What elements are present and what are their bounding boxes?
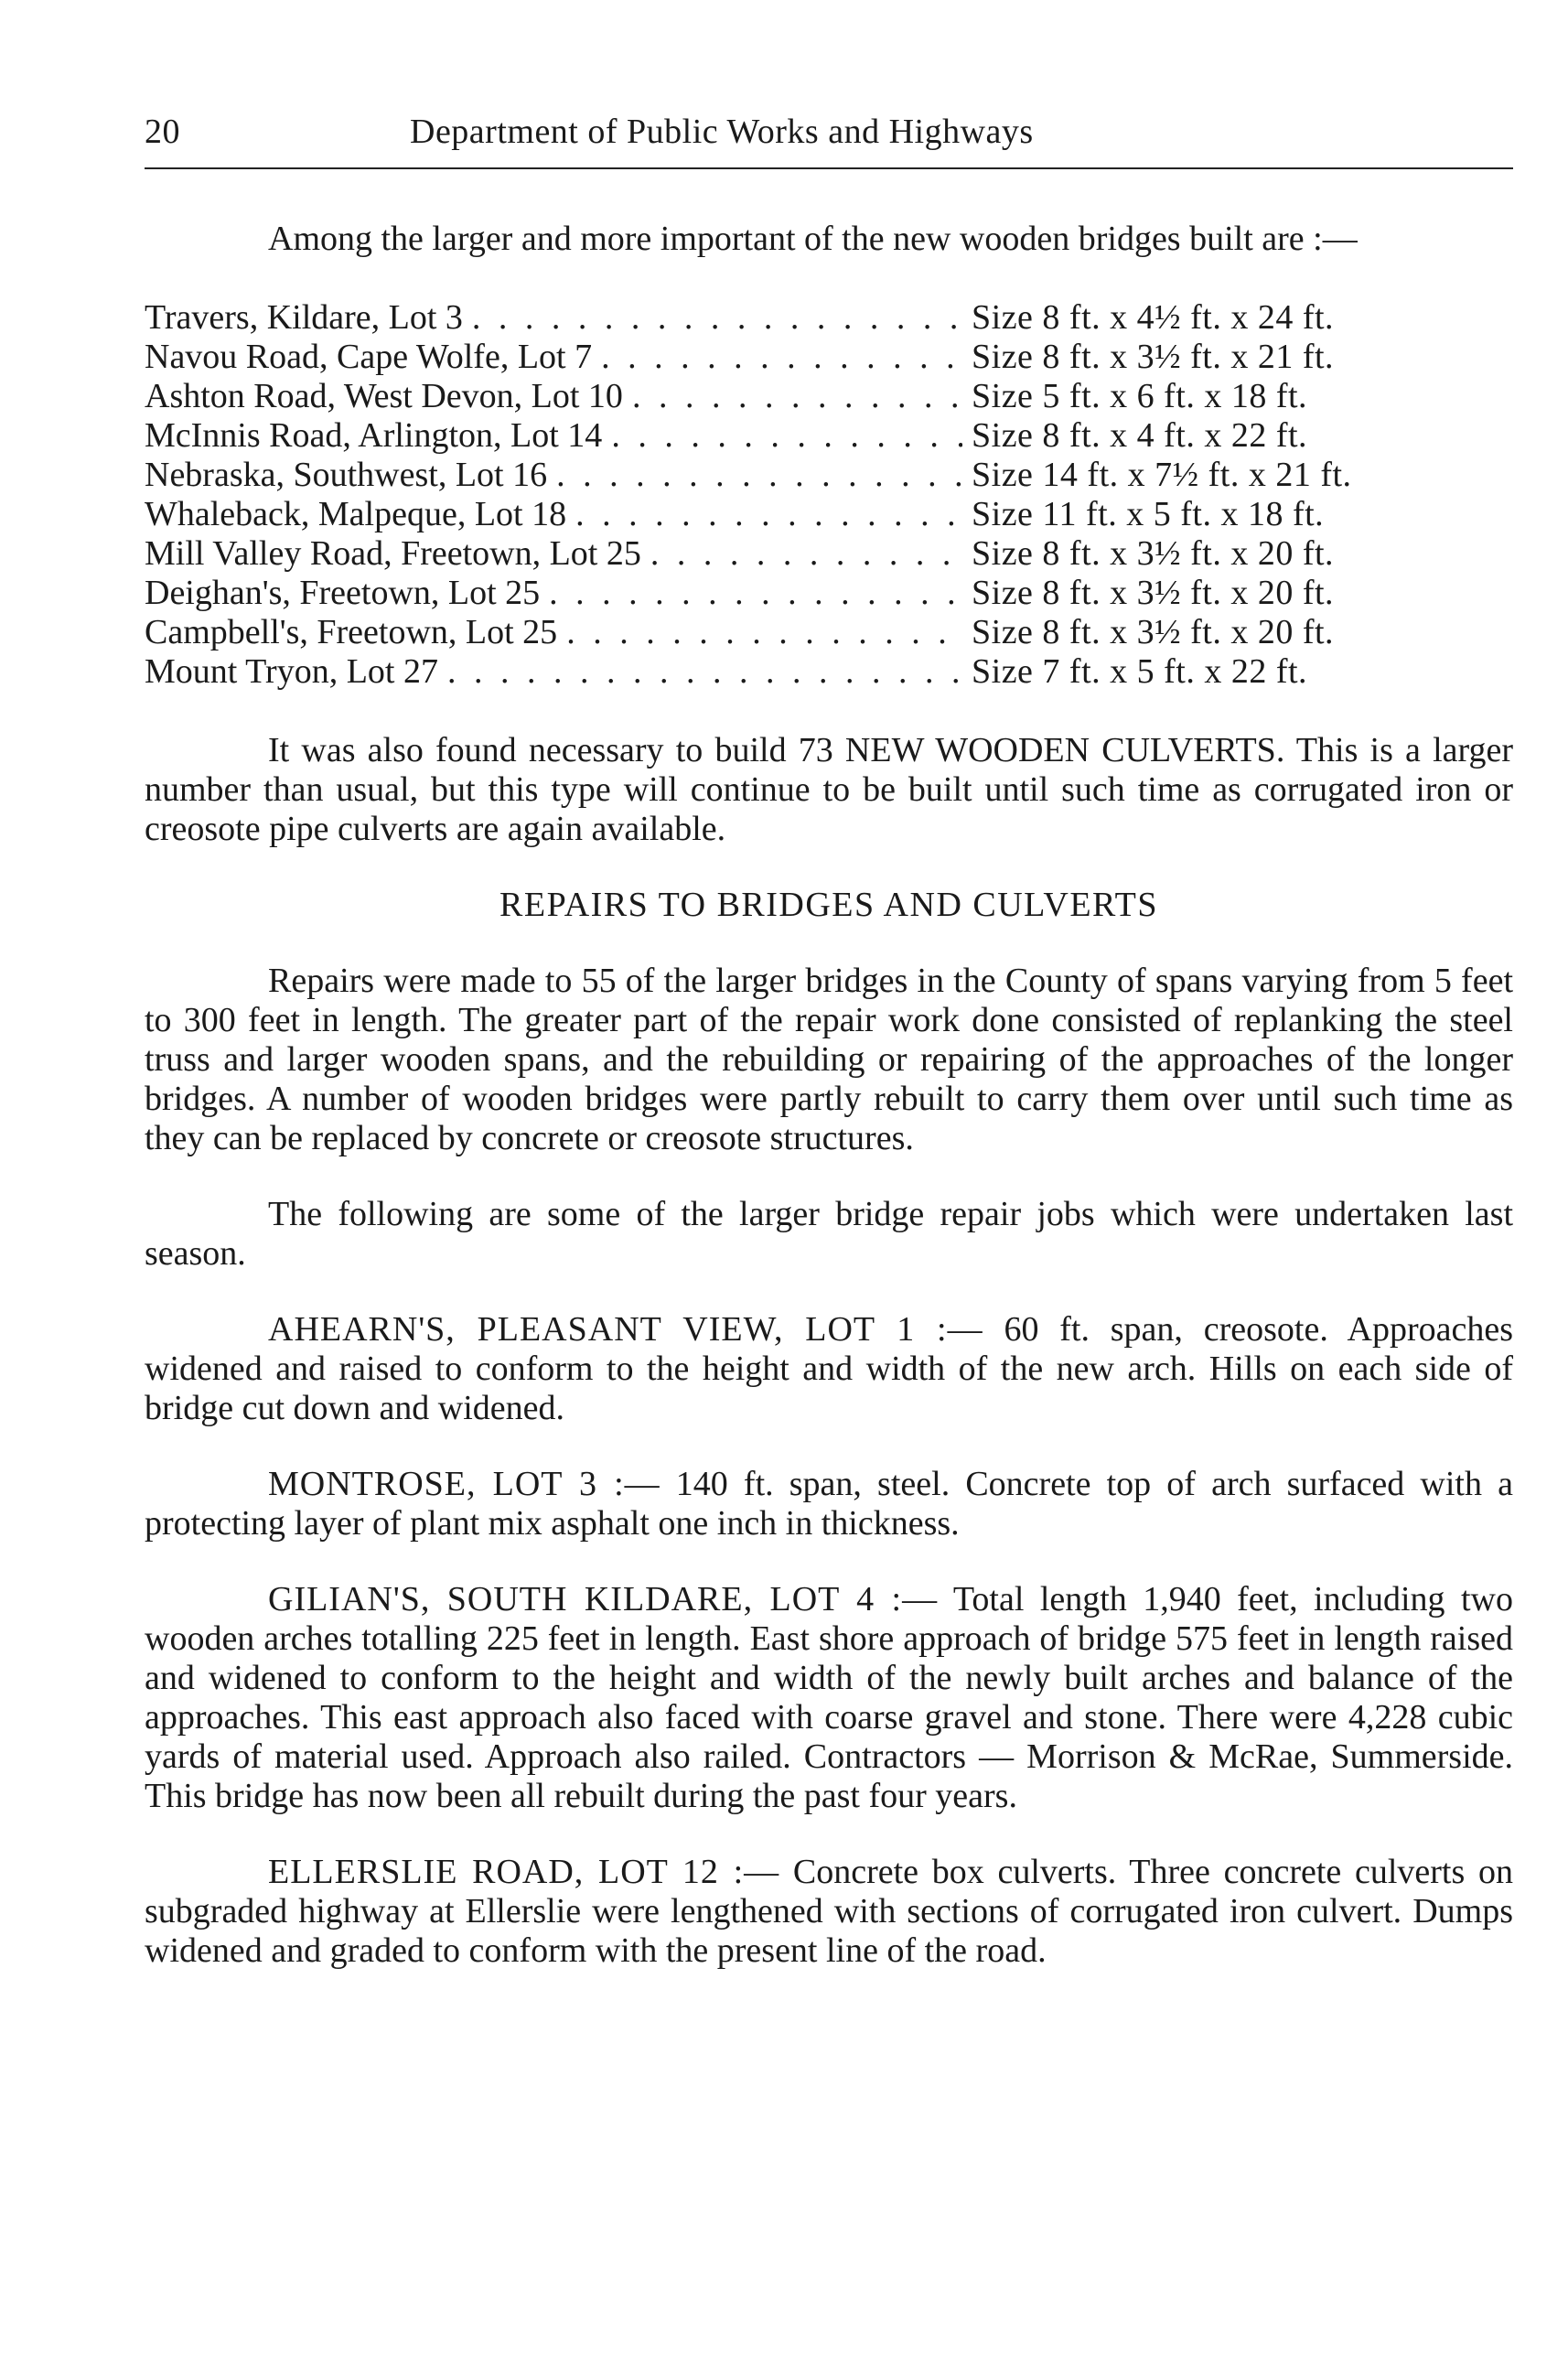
dot-leader	[611, 416, 962, 456]
repairs-paragraph: Repairs were made to 55 of the larger bridges in the County of spans varying from 5 feet to 300 feet in length. The greater part of the repair work done consisted of replanking the steel truss and larger wooden spans, and the rebuilding or repairing of the approaches of the longer bridges. A number of wooden bridges were partly rebuilt to carry them over until such time as they can be replaced by concrete or creosote structures.	[145, 962, 1513, 1157]
spacer	[145, 1816, 1513, 1853]
bridge-row	[145, 652, 1513, 692]
running-head: Department of Public Works and Highways	[410, 113, 1034, 151]
job-text: Concrete box culverts. Three concrete culverts on subgraded highway at Ellerslie were lengthened with sections of corrugated iron culvert. Dumps widened and graded to conform with the present line of the road.	[145, 1853, 1513, 1970]
dot-leader	[447, 652, 962, 692]
section-heading: REPAIRS TO BRIDGES AND CULVERTS	[499, 886, 1158, 924]
bridge-size: Size 8 ft. x 4½ ft. x 24 ft.	[972, 298, 1335, 337]
bridge-name: Mount Tryon, Lot 27	[145, 652, 438, 691]
bridge-size: Size 11 ft. x 5 ft. x 18 ft.	[972, 495, 1325, 533]
repair-job-paragraph	[145, 1465, 1513, 1543]
spacer	[145, 1428, 1513, 1465]
bridge-row	[145, 613, 1513, 652]
dot-leader	[472, 298, 962, 338]
culverts-paragraph: It was also found necessary to build 73 NEW WOODEN CULVERTS. This is a larger number than usual, but this type will continue to be built until such time as corrugated iron or creosote pipe culverts are again available.	[145, 731, 1513, 848]
header-rule	[145, 167, 1513, 169]
bridge-size: Size 5 ft. x 6 ft. x 18 ft.	[972, 377, 1308, 415]
job-text: Total length 1,940 feet, including two wooden arches totalling 225 feet in length. East shore approach of bridge 575 feet in length raised and widened to conform to the height and width of the newly built arches and balance of the approaches. This east approach also faced with coarse gravel and stone. There were 4,228 cubic yards of material used. Approach also railed. Contractors — Morrison & McRae, Summerside. This bridge has now been all rebuilt during the past four years.	[145, 1580, 1513, 1815]
bridge-row	[145, 534, 1513, 574]
bridge-row	[145, 416, 1513, 456]
spacer	[145, 1543, 1513, 1580]
bridge-size: Size 14 ft. x 7½ ft. x 21 ft.	[972, 456, 1352, 494]
dot-leader	[556, 456, 962, 495]
bridge-row	[145, 495, 1513, 534]
bridge-name: Deighan's, Freetown, Lot 25	[145, 574, 541, 612]
bridge-size: Size 8 ft. x 4 ft. x 22 ft.	[972, 416, 1308, 455]
repair-job-paragraph	[145, 1580, 1513, 1816]
job-title: AHEARN'S, PLEASANT VIEW, LOT 1 :—	[268, 1310, 983, 1349]
job-title: MONTROSE, LOT 3 :—	[268, 1465, 660, 1503]
bridge-row	[145, 377, 1513, 416]
following-paragraph: The following are some of the larger bridge repair jobs which were undertaken last season.	[145, 1195, 1513, 1273]
dot-leader	[549, 574, 962, 613]
bridge-size: Size 7 ft. x 5 ft. x 22 ft.	[972, 652, 1308, 691]
dot-leader	[632, 377, 962, 416]
bridge-name: Mill Valley Road, Freetown, Lot 25	[145, 534, 641, 573]
bridge-list	[145, 298, 1513, 692]
page-body	[145, 220, 1513, 1971]
job-title: ELLERSLIE ROAD, LOT 12 :—	[268, 1853, 780, 1891]
bridge-size: Size 8 ft. x 3½ ft. x 20 ft.	[972, 613, 1335, 651]
bridge-name: Travers, Kildare, Lot 3	[145, 298, 463, 337]
intro-paragraph: Among the larger and more important of the new wooden bridges built are :—	[268, 220, 1358, 258]
repair-job-paragraph	[145, 1853, 1513, 1971]
page-number: 20	[145, 113, 180, 151]
spacer	[145, 1158, 1513, 1195]
bridge-name: Campbell's, Freetown, Lot 25	[145, 613, 558, 651]
bridge-size: Size 8 ft. x 3½ ft. x 20 ft.	[972, 534, 1335, 573]
spacer	[145, 1274, 1513, 1310]
dot-leader	[575, 495, 962, 534]
repair-job-paragraph	[145, 1310, 1513, 1428]
bridge-name: Ashton Road, West Devon, Lot 10	[145, 377, 623, 415]
job-text: 140 ft. span, steel. Concrete top of arch surfaced with a protecting layer of plant mix asphalt one inch in thickness.	[145, 1465, 1513, 1543]
bridge-name: Navou Road, Cape Wolfe, Lot 7	[145, 338, 593, 376]
job-title: GILIAN'S, SOUTH KILDARE, LOT 4 :—	[268, 1580, 939, 1618]
dot-leader	[566, 613, 962, 652]
bridge-row	[145, 338, 1513, 377]
bridge-row	[145, 456, 1513, 495]
bridge-size: Size 8 ft. x 3½ ft. x 20 ft.	[972, 574, 1335, 612]
bridge-name: Whaleback, Malpeque, Lot 18	[145, 495, 567, 533]
bridge-name: McInnis Road, Arlington, Lot 14	[145, 416, 603, 455]
bridge-size: Size 8 ft. x 3½ ft. x 21 ft.	[972, 338, 1335, 376]
bridge-row	[145, 298, 1513, 338]
dot-leader	[650, 534, 962, 574]
dot-leader	[601, 338, 962, 377]
job-text: 60 ft. span, creosote. Approaches widened and raised to conform to the height and width of the new arch. Hills on each side of bridge cut down and widened.	[145, 1310, 1514, 1427]
bridge-name: Nebraska, Southwest, Lot 16	[145, 456, 548, 494]
bridge-row	[145, 574, 1513, 613]
